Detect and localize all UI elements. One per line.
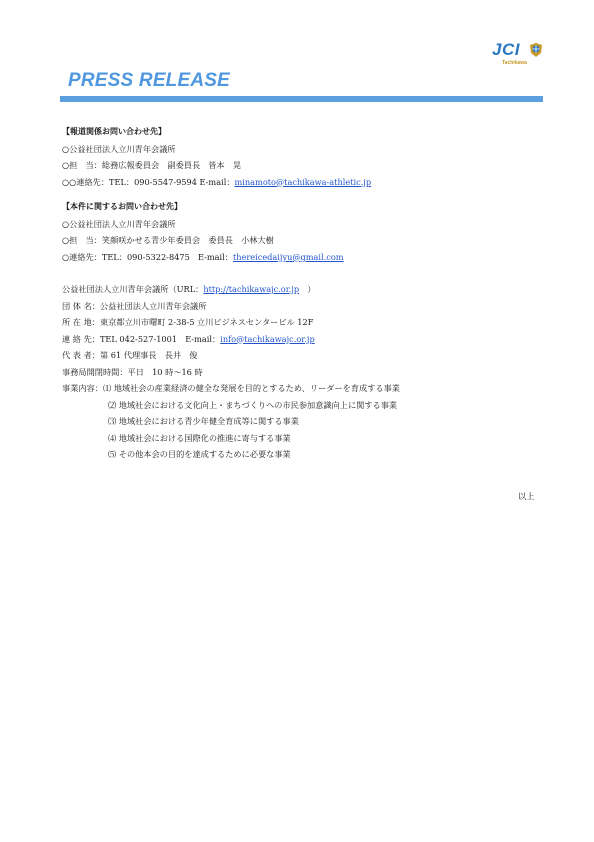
- page-title: PRESS RELEASE: [68, 70, 231, 91]
- document-body: [62, 124, 542, 463]
- inquiry-contact-email-link[interactable]: thereicedaijyu@gmail.com: [232, 251, 344, 262]
- org-hours: 事務局開閉時間：平日 10 時～16 時: [62, 366, 203, 377]
- org-name-suffix: ）: [299, 284, 316, 294]
- purpose-item: ⑷ 地域社会における国際化の推進に寄与する事業: [108, 432, 291, 443]
- purpose-item: ⑸ その他本会の目的を達成するために必要な事業: [108, 449, 291, 459]
- org-group: 団 体 名：公益社団法人立川青年会議所: [62, 300, 207, 311]
- purpose-item: ⑵ 地域社会における文化向上・まちづくりへの市民参加意識向上に関する事業: [108, 399, 398, 410]
- logo-subtext: Tachikawa: [502, 60, 527, 66]
- org-address: 所 在 地：東京都立川市曙町 2-38-5 立川ビジネスセンタービル 12F: [62, 317, 314, 327]
- press-contact-heading: 【報道関係お問い合わせ先】: [62, 127, 166, 136]
- org-contact-prefix: 連 絡 先：TEL 042-527-1001 E-mail：: [62, 333, 221, 344]
- inquiry-contact-line: [62, 249, 542, 266]
- globe-emblem-icon: [529, 42, 543, 58]
- jci-logo: [492, 40, 552, 72]
- purpose-text: ⑴ 地域社会の産業経済の健全な発展を目的とするため、リーダーを育成する事業: [102, 383, 400, 393]
- org-contact-line: [62, 331, 542, 348]
- press-contact-prefix: ○○連絡先：TEL：090-5547-9594 E-mail：: [62, 176, 235, 187]
- press-contact-org: ○公益社団法人立川青年会議所: [62, 143, 176, 154]
- org-representative: 代 表 者：第 61 代理事長 長井 俊: [62, 350, 198, 360]
- inquiry-contact-heading: 【本件に関するお問い合わせ先】: [62, 202, 182, 211]
- purpose-list: [108, 397, 542, 463]
- purpose-item: [62, 380, 542, 397]
- org-url-link[interactable]: http://tachikawajc.or.jp: [203, 284, 300, 294]
- inquiry-contact-prefix: ○連絡先：TEL：090-5322-8475 E-mail：: [62, 251, 233, 262]
- press-contact-email-link[interactable]: minamoto@tachikawa-athletic.jp: [234, 176, 372, 187]
- logo-text: JCI: [492, 40, 520, 59]
- purposes-prefix: 事業内容：: [62, 383, 103, 393]
- inquiry-contact-person: ○担 当：笑顔咲かせる青少年委員会 委員長 小林大樹: [62, 235, 274, 245]
- press-contact-line: [62, 174, 542, 191]
- org-name-prefix: 公益社団法人立川青年会議所（URL：: [62, 284, 204, 294]
- press-contact-person: ○担 当：総務広報委員会 副委員長 皆本 晃: [62, 160, 242, 170]
- inquiry-contact-org: ○公益社団法人立川青年会議所: [62, 218, 176, 229]
- org-name-line: [62, 281, 542, 298]
- purpose-item: ⑶ 地域社会における青少年健全育成等に関する事業: [108, 416, 299, 426]
- header-divider: [60, 96, 543, 102]
- org-contact-email-link[interactable]: info@tachikawajc.or.jp: [220, 333, 315, 344]
- closing-text: 以上: [518, 491, 535, 501]
